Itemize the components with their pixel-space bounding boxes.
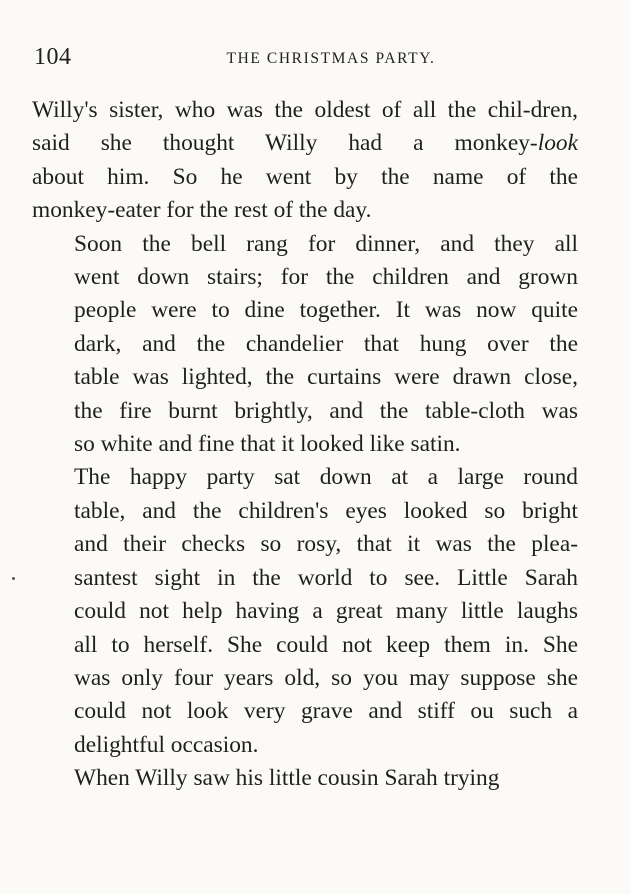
text-line: went down stairs; for the children and grown xyxy=(74,264,578,291)
text-line: was only four years old, so you may suppose she xyxy=(74,664,578,691)
text-line: delightful occasion. xyxy=(74,731,259,758)
paragraph-3 xyxy=(32,461,578,762)
paragraph-4 xyxy=(32,762,578,795)
text-line: people were to dine together. It was now quite xyxy=(74,297,578,324)
text-line: The happy party sat down at a large round xyxy=(74,464,578,491)
text-line: and their checks so rosy, that it was the plea- xyxy=(74,531,578,558)
text-line: all to herself. She could not keep them in. She xyxy=(74,631,578,658)
text-line: the fire burnt brightly, and the table-cloth was xyxy=(74,397,578,424)
text-line: When Willy saw his little cousin Sarah trying xyxy=(74,765,500,792)
paragraph-1 xyxy=(32,94,578,228)
text-line: dark, and the chandelier that hung over the xyxy=(74,330,578,357)
text-line: Willy's sister, who was the oldest of all the chil-dren, xyxy=(32,97,578,123)
body-text xyxy=(32,94,578,796)
text-line: could not help having a great many little laughs xyxy=(74,598,578,625)
italic-word: look xyxy=(537,130,578,157)
text-line: monkey-eater for the rest of the day. xyxy=(32,197,372,224)
page-header xyxy=(34,40,578,80)
running-head: THE CHRISTMAS PARTY. xyxy=(226,50,436,67)
text-line: table, and the children's eyes looked so bright xyxy=(74,497,578,524)
text-line: table was lighted, the curtains were drawn close, xyxy=(74,364,578,391)
text-line: so white and fine that it looked like satin. xyxy=(74,431,461,458)
text-line: santest sight in the world to see. Little Sarah xyxy=(74,564,578,591)
text-line: about him. So he went by the name of the xyxy=(32,163,578,190)
margin-speck xyxy=(12,577,15,580)
page-number: 104 xyxy=(34,44,72,70)
paragraph-2 xyxy=(32,228,578,462)
text-line: could not look very grave and stiff ou such a xyxy=(74,698,578,725)
text-line: said she thought Willy had a monkey-look xyxy=(32,130,578,157)
text-line: Soon the bell rang for dinner, and they all xyxy=(74,230,578,257)
